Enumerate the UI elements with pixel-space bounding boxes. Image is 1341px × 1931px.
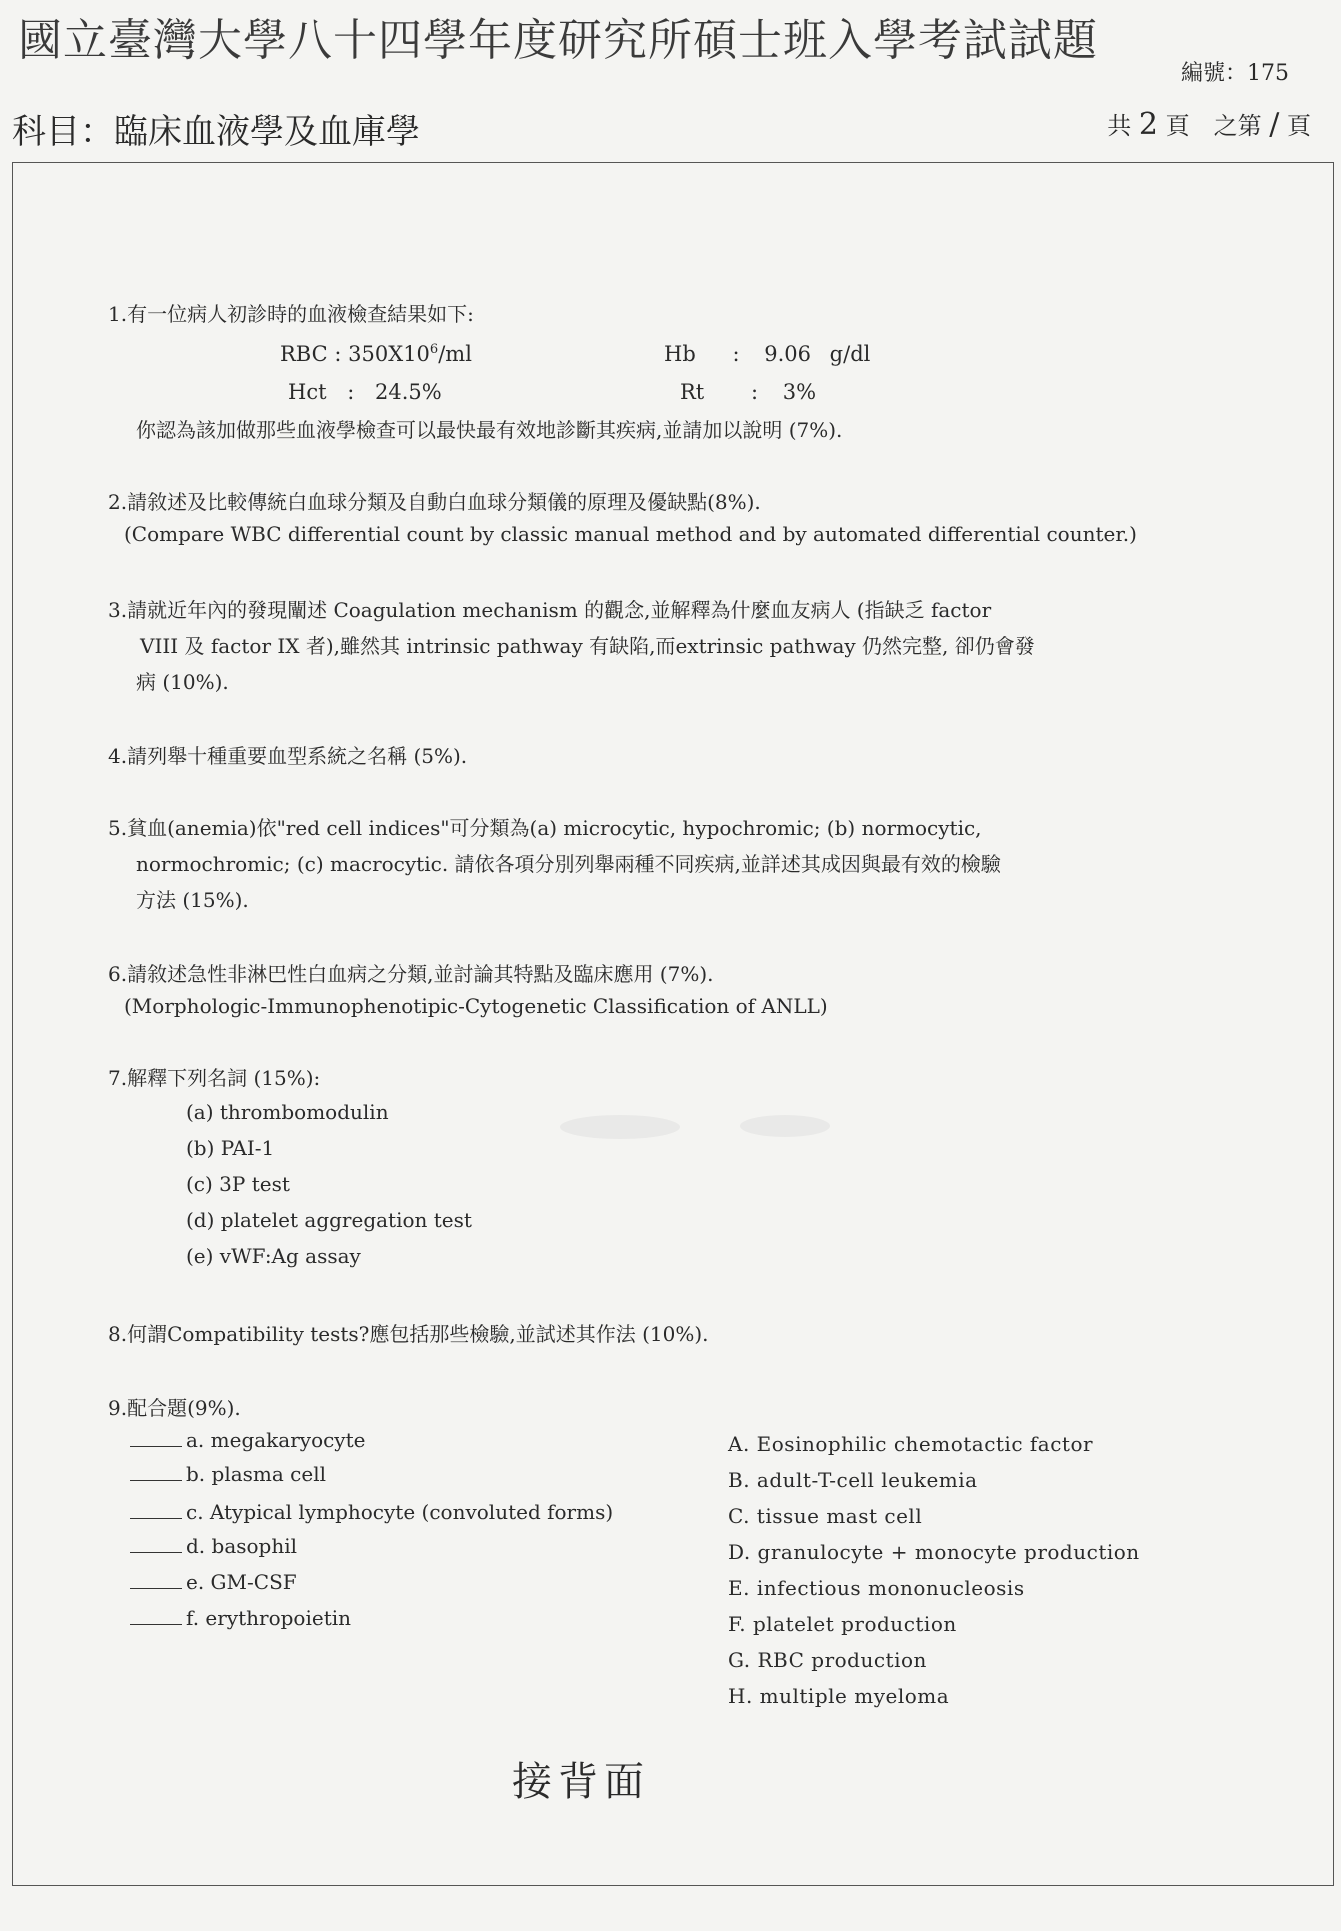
match-right-item: B. adult-T-cell leukemia — [728, 1468, 978, 1492]
hct-sep: : — [347, 380, 355, 404]
page-prefix: 共 — [1107, 112, 1132, 140]
question-3-line-3: 病 (10%). — [136, 670, 229, 694]
hct-label: Hct — [288, 380, 327, 404]
exam-title: 國立臺灣大學八十四學年度研究所碩士班入學考試試題 — [18, 15, 1098, 66]
question-8: 8.何謂Compatibility tests?應包括那些檢驗,並試述其作法 (10%). — [108, 1322, 709, 1346]
answer-blank — [130, 1500, 182, 1519]
question-5-line-1: 5.貧血(anemia)依"red cell indices"可分類為(a) microcytic, hypochromic; (b) normocytic, — [108, 816, 982, 840]
page-current: / — [1269, 107, 1280, 142]
rt-value: 3% — [782, 380, 817, 404]
match-right-item: F. platelet production — [728, 1612, 957, 1636]
rbc-value: 350X10 — [348, 342, 430, 366]
answer-blank — [130, 1570, 182, 1589]
rt-sep: : — [750, 380, 759, 404]
question-4: 4.請列舉十種重要血型系統之名稱 (5%). — [108, 744, 468, 768]
match-left-label: d. basophil — [186, 1534, 298, 1558]
hct-value: 24.5% — [374, 380, 442, 404]
match-right-item: A. Eosinophilic chemotactic factor — [728, 1432, 1094, 1456]
match-right-item: C. tissue mast cell — [728, 1504, 923, 1528]
match-right-item: H. multiple myeloma — [728, 1684, 950, 1708]
rbc-exponent: 6 — [429, 342, 439, 357]
hb-label: Hb — [664, 342, 696, 366]
q1-rbc — [280, 342, 472, 366]
rbc-sep: : — [334, 342, 342, 366]
continue-on-back: 接背面 — [512, 1759, 650, 1805]
answer-blank — [130, 1462, 182, 1481]
match-left-item — [130, 1534, 297, 1558]
question-6-line-1: 6.請敘述急性非淋巴性白血病之分類,並討論其特點及臨床應用 (7%). — [108, 962, 714, 986]
rt-label: Rt — [680, 380, 705, 404]
page-mid: 頁 之第 — [1165, 112, 1262, 140]
hb-value: 9.06 — [764, 342, 811, 366]
question-2-line-2: (Compare WBC differential count by classic manual method and by automated differential counter.) — [124, 522, 1137, 546]
match-left-label: f. erythropoietin — [186, 1606, 352, 1630]
match-right-item: D. granulocyte + monocyte production — [728, 1540, 1140, 1564]
page-total: 2 — [1138, 107, 1158, 142]
rbc-label: RBC — [280, 342, 328, 366]
match-left-label: a. megakaryocyte — [186, 1428, 366, 1452]
question-2-line-1: 2.請敘述及比較傳統白血球分類及自動白血球分類儀的原理及優缺點(8%). — [108, 490, 761, 514]
hb-sep: : — [732, 342, 740, 366]
answer-blank — [130, 1606, 182, 1625]
match-left-label: c. Atypical lymphocyte (convoluted forms) — [186, 1500, 614, 1524]
q1-prompt: 你認為該加做那些血液學檢查可以最快最有效地診斷其疾病,並請加以說明 (7%). — [136, 418, 843, 442]
match-left-item — [130, 1500, 613, 1524]
q1-hct — [288, 380, 442, 404]
question-6-line-2: (Morphologic-Immunophenotipic-Cytogenetic Classification of ANLL) — [124, 994, 828, 1018]
match-right-item: G. RBC production — [728, 1648, 927, 1672]
q1-rt — [680, 380, 816, 404]
page-suffix: 頁 — [1287, 112, 1311, 140]
hb-unit: g/dl — [829, 342, 871, 366]
question-3-line-2: VIII 及 factor IX 者),雖然其 intrinsic pathway 有缺陷,而extrinsic pathway 仍然完整, 卻仍會發 — [140, 634, 1035, 658]
question-7: 7.解釋下列名詞 (15%): — [108, 1066, 321, 1090]
match-left-label: e. GM-CSF — [186, 1570, 297, 1594]
q7-item: (c) 3P test — [186, 1172, 290, 1196]
question-9: 9.配合題(9%). — [108, 1396, 241, 1420]
match-right-item: E. infectious mononucleosis — [728, 1576, 1025, 1600]
q7-item: (d) platelet aggregation test — [186, 1208, 472, 1232]
match-left-item — [130, 1428, 365, 1452]
question-5-line-3: 方法 (15%). — [136, 888, 249, 912]
match-left-item — [130, 1570, 297, 1594]
answer-blank — [130, 1534, 182, 1553]
match-left-item — [130, 1606, 351, 1630]
q1-hb — [664, 342, 870, 366]
exam-code: 編號：175 — [1181, 61, 1289, 86]
match-left-item — [130, 1462, 326, 1486]
question-1: 1.有一位病人初診時的血液檢查結果如下: — [108, 302, 474, 326]
rbc-unit: /ml — [438, 342, 472, 366]
subject-label: 科目：臨床血液學及血庫學 — [12, 112, 420, 152]
q7-item: (e) vWF:Ag assay — [186, 1244, 361, 1268]
answer-blank — [130, 1428, 182, 1447]
question-3-line-1: 3.請就近年內的發現闡述 Coagulation mechanism 的觀念,並解釋為什麼血友病人 (指缺乏 factor — [108, 598, 992, 622]
q7-item: (b) PAI-1 — [186, 1136, 275, 1160]
question-5-line-2: normochromic; (c) macrocytic. 請依各項分別列舉兩種不同疾病,並詳述其成因與最有效的檢驗 — [136, 852, 1001, 876]
match-left-label: b. plasma cell — [186, 1462, 326, 1486]
q7-item: (a) thrombomodulin — [186, 1100, 389, 1124]
